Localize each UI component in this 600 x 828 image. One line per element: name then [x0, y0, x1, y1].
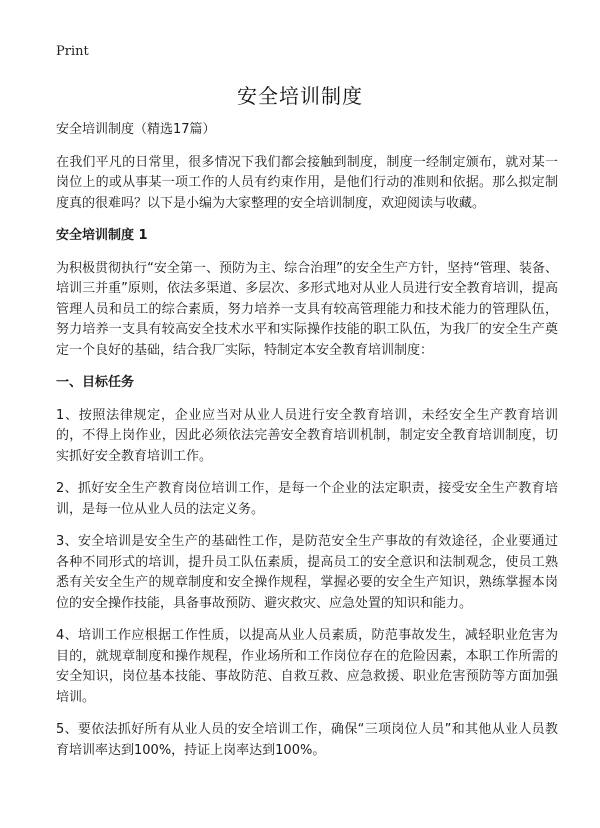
goals-heading: 一、目标任务 — [56, 375, 135, 390]
goal-item-1: 1、按照法律规定，企业应当对从业人员进行安全教育培训，未经安全生产教育培训的，不得上岗作业，因此必须依法完善安全教育培训机制，制定安全教育培训制度，切实抓好安全教育培训工作。 — [56, 407, 558, 464]
intro-paragraph: 在我们平凡的日常里，很多情况下我们都会接触到制度，制度一经制定颁布，就对某一岗位上的或从事某一项工作的人员有约束作用，是他们行动的准则和依据。那么拟定制度真的很难吗？以下是小编为大家整理的安全培训制度，欢迎阅读与收藏。 — [56, 154, 558, 211]
goal-item-5: 5、要依法抓好所有从业人员的安全培训工作，确保“三项岗位人员”和其他从业人员教育培训率达到100%，持证上岗率达到100%。 — [56, 722, 558, 758]
goal-item-2: 2、抓好安全生产教育岗位培训工作，是每一个企业的法定职责，接受安全生产教育培训，是每一位从业人员的法定义务。 — [56, 481, 558, 517]
document-body — [56, 120, 558, 773]
goal-item-4: 4、培训工作应根据工作性质，以提高从业人员素质，防范事故发生，减轻职业危害为目的，就规章制度和操作规程，作业场所和工作岗位存在的危险因素，本职工作所需的安全知识，岗位基本技能、事故防范、自救互救、应急救援、职业危害预防等方面加强培训。 — [56, 628, 558, 705]
section-paragraph: 为积极贯彻执行“安全第一、预防为主、综合治理”的安全生产方针，坚持“管理、装备、培训三并重”原则，依法多渠道、多层次、多形式地对从业人员进行安全教育培训，提高管理人员和员工的综合素质，努力培养一支具有较高管理能力和技术能力的管理队伍，努力培养一支具有较高安全技术水平和实际操作技能的职工队伍，为我厂的安全生产奠定一个良好的基础，结合我厂实际，特制定本安全教育培训制度： — [56, 260, 558, 358]
document-title: 安全培训制度 — [237, 84, 363, 108]
document-subtitle: 安全培训制度（精选17篇） — [56, 122, 216, 137]
section-heading: 安全培训制度 1 — [56, 228, 148, 243]
print-label: Print — [56, 44, 89, 59]
goal-item-3: 3、安全培训是安全生产的基础性工作，是防范安全生产事故的有效途径，企业要通过各种不同形式的培训，提升员工队伍素质，提高员工的安全意识和法制观念，使员工熟悉有关安全生产的规章制度和安全操作规程，掌握必要的安全生产知识，熟练掌握本岗位的安全操作技能，具备事故预防、避灾救灾、应急处置的知识和能力。 — [56, 534, 558, 611]
